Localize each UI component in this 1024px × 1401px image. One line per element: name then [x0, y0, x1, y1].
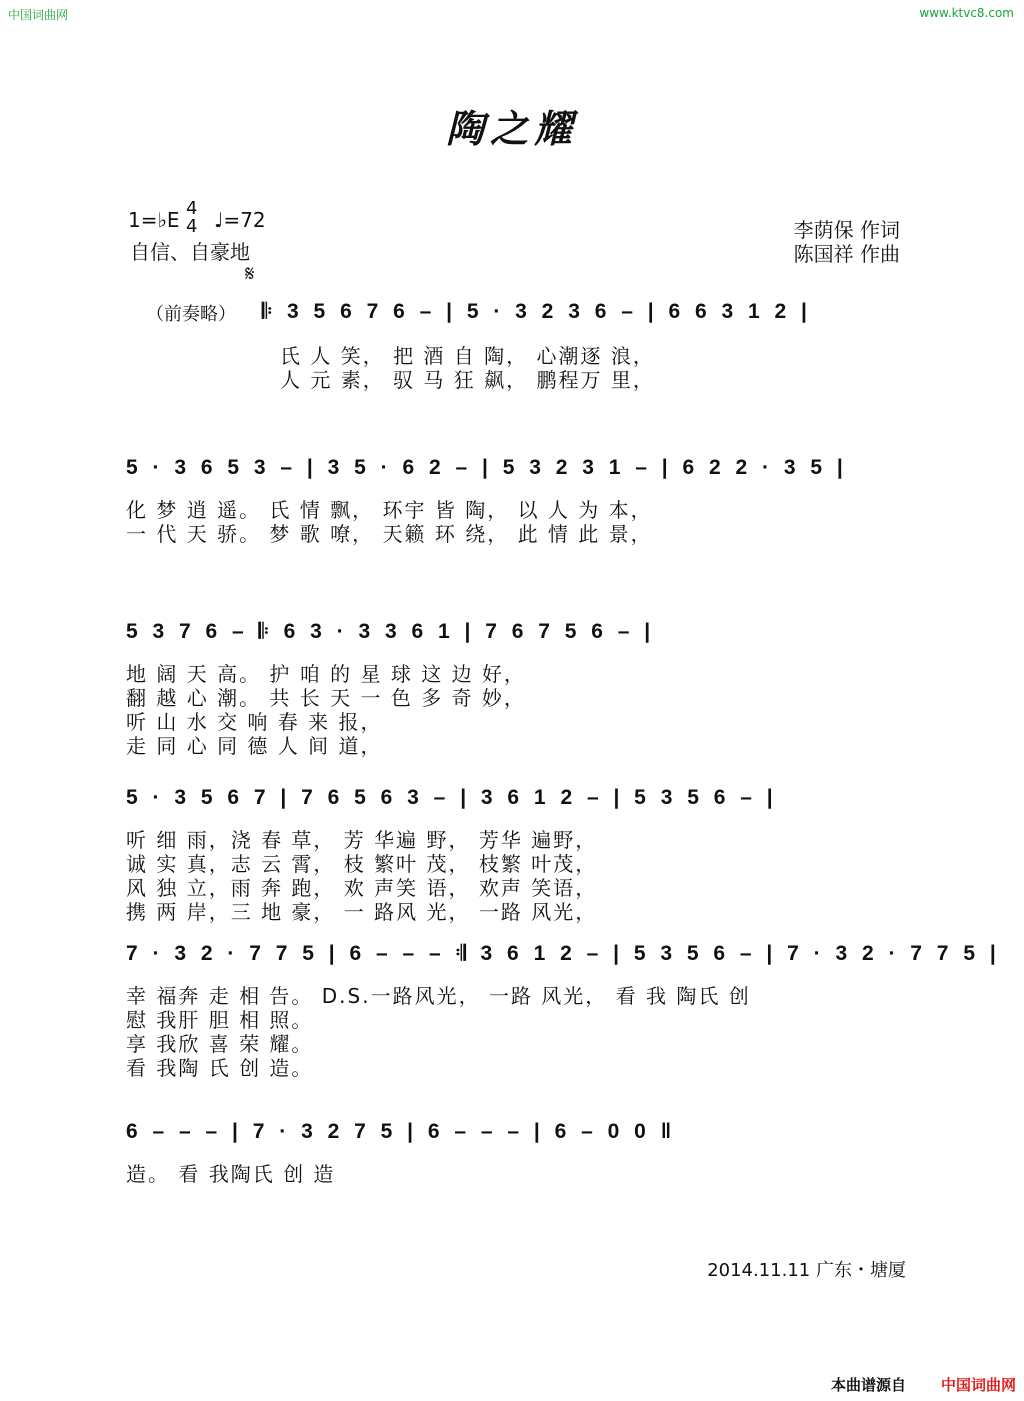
- lyric-line-4-1: 听 细 雨，浇 春 草， 芳 华遍 野， 芳华 遍野，: [126, 828, 598, 852]
- lyric-line-5-4: 看 我陶 氏 创 造。: [126, 1056, 314, 1080]
- lyric-line-2-1: 化 梦 逍 遥。 氏 情 飘， 环宇 皆 陶， 以 人 为 本，: [126, 498, 653, 522]
- lyric-line-5-1: 幸 福奔 走 相 告。 D.S.一路风光， 一路 风光， 看 我 陶氏 创: [126, 984, 751, 1008]
- lyric-line-5-2: 慰 我肝 胆 相 照。: [126, 1008, 314, 1032]
- notation-line-6: 6 – – – | 7 · 3 2 7 5 | 6 – – – | 6 – 0 0 ‖: [126, 1120, 676, 1143]
- source-site-logo[interactable]: 中国词曲网: [940, 1376, 1016, 1394]
- lyric-line-3-1: 地 阔 天 高。 护 咱 的 星 球 这 边 好，: [126, 662, 526, 686]
- time-signature: [186, 200, 197, 236]
- notation-line-2: 5 · 3 6 5 3 – | 3 5 · 6 2 – | 5 3 2 3 1 – | 6 2 2 · 3 5 |: [126, 456, 848, 479]
- lyric-line-4-2: 诚 实 真，志 云 霄， 枝 繁叶 茂， 枝繁 叶茂，: [126, 852, 598, 876]
- time-signature-top: 4: [186, 198, 198, 219]
- notation-line-3: 5 3 7 6 – 𝄆 6 3 · 3 3 6 1 | 7 6 7 5 6 – |: [126, 620, 655, 643]
- lyric-line-5-3: 享 我欣 喜 荣 耀。: [126, 1032, 314, 1056]
- lyric-line-3-3: 听 山 水 交 响 春 来 报，: [126, 710, 383, 734]
- lyric-line-2-2: 一 代 天 骄。 梦 歌 嘹， 天籁 环 绕， 此 情 此 景，: [126, 522, 653, 546]
- tempo-marking: ♩=72: [214, 208, 266, 232]
- composition-date: 2014.11.11 广东・塘厦: [707, 1260, 906, 1281]
- lyric-line-3-4: 走 同 心 同 德 人 间 道，: [126, 734, 383, 758]
- lyric-line-6-1: 造。 看 我陶氏 创 造: [126, 1162, 336, 1186]
- key-signature: 1=♭E: [128, 208, 180, 232]
- composer-credit: 陈国祥 作曲: [793, 242, 900, 266]
- lyric-line-1-1: 氏 人 笑， 把 酒 自 陶， 心潮逐 浪，: [280, 344, 655, 368]
- segno-sign: 𝄋: [245, 262, 255, 287]
- notation-line-5: 7 · 3 2 · 7 7 5 | 6 – – – 𝄇 3 6 1 2 – | 5 3 5 6 – | 7 · 3 2 · 7 7 5 |: [126, 942, 1001, 965]
- lyric-line-1-2: 人 元 素， 驭 马 狂 飙， 鹏程万 里，: [280, 368, 655, 392]
- lyric-line-3-2: 翻 越 心 潮。 共 长 天 一 色 多 奇 妙，: [126, 686, 526, 710]
- source-label: 本曲谱源自: [830, 1376, 906, 1394]
- song-title: 陶之耀: [445, 106, 578, 151]
- site-url-right[interactable]: www.ktvc8.com: [919, 6, 1014, 20]
- time-signature-bottom: 4: [186, 216, 198, 237]
- notation-line-4: 5 · 3 5 6 7 | 7 6 5 6 3 – | 3 6 1 2 – | 5 3 5 6 – |: [126, 786, 778, 809]
- notation-line-1: 𝄆 3 5 6 7 6 – | 5 · 3 2 3 6 – | 6 6 3 1 2 |: [262, 300, 812, 323]
- expression-marking: 自信、自豪地: [130, 240, 250, 264]
- lyric-line-4-3: 风 独 立，雨 奔 跑， 欢 声笑 语， 欢声 笑语，: [126, 876, 598, 900]
- intro-note: （前奏略）: [146, 304, 236, 325]
- lyric-line-4-4: 携 两 岸，三 地 豪， 一 路风 光， 一路 风光，: [126, 900, 598, 924]
- site-logo-left[interactable]: 中国词曲网: [8, 8, 69, 22]
- lyricist-credit: 李荫保 作词: [793, 218, 900, 242]
